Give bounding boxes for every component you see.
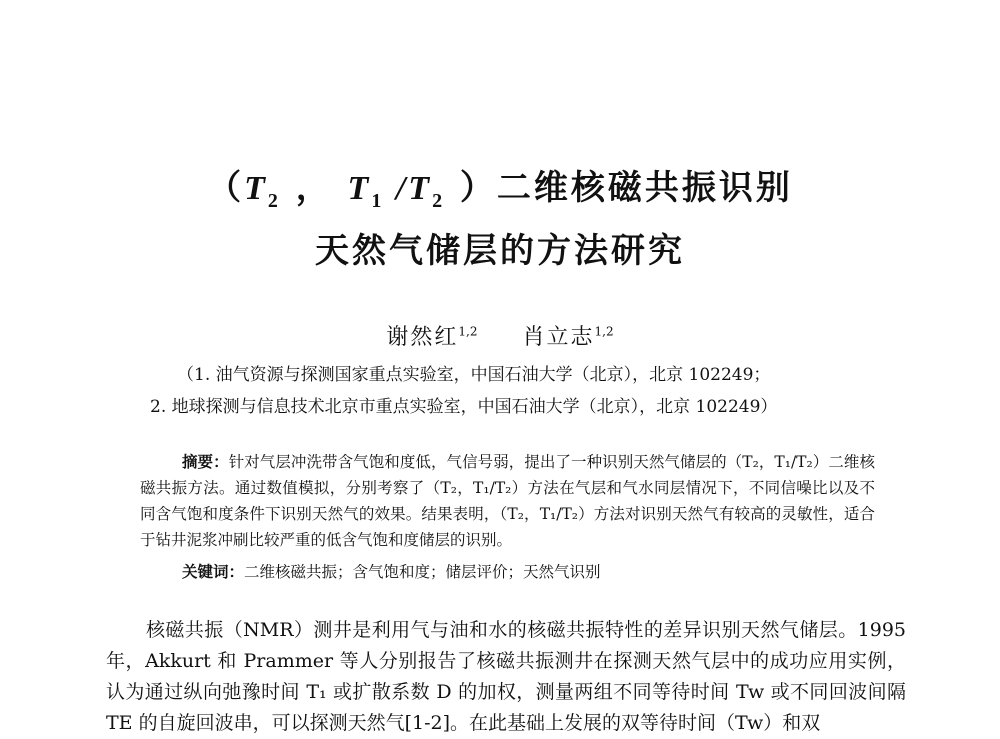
author-2-affil: 1,2 — [594, 324, 614, 339]
title-open-paren: （ — [207, 168, 245, 208]
title-slash: / — [384, 170, 409, 207]
keywords — [182, 560, 601, 582]
title-math-t2: $T_2$ — [244, 170, 281, 212]
body-text — [106, 615, 906, 739]
affiliation-1: （1. 油气资源与探测国家重点实验室，中国石油大学（北京），北京 102249； — [177, 365, 771, 385]
authors — [0, 320, 1000, 351]
abstract — [140, 449, 875, 553]
keywords-text: 二维核磁共振；含气饱和度；储层评价；天然气识别 — [244, 563, 601, 581]
title-rest: ）二维核磁共振识别 — [445, 168, 793, 208]
title-math-t1: $T_1$ — [347, 170, 385, 212]
author-1-affil: 1,2 — [458, 324, 478, 339]
abstract-text: 针对气层冲洗带含气饱和度低，气信号弱，提出了一种识别天然气储层的（T₂，T₁/T₂）二维核磁共振方法。通过数值模拟，分别考察了（T₂，T₁/T₂）方法在气层和气水同层情况下，不同信噪比以及不同含气饱和度条件下识别天然气的效果。结果表明，（T₂，T₁/T₂）方法对识别天然气有较高的灵敏性，适合于钻井泥浆冲刷比较严重的低含气饱和度储层的识别。 — [140, 453, 875, 549]
title-line-2: 天然气储层的方法研究 — [315, 231, 685, 271]
title-math-t2b: $T_2$ — [408, 170, 446, 212]
title-line-1 — [0, 160, 1000, 213]
title-comma: ， — [280, 168, 348, 208]
author-2: 肖立志 — [522, 325, 595, 350]
keywords-label: 关键词： — [182, 563, 245, 581]
abstract-label: 摘要： — [182, 453, 229, 471]
author-1: 谢然红 — [386, 325, 459, 350]
affiliation-2: 2. 地球探测与信息技术北京市重点实验室，中国石油大学（北京），北京 102249） — [150, 397, 778, 417]
body-paragraph: 核磁共振（NMR）测井是利用气与油和水的核磁共振特性的差异识别天然气储层。1995 年，Akkurt 和 Prammer 等人分别报告了核磁共振测井在探测天然气层中的成功应用实例，认为通过纵向弛豫时间 T₁ 或扩散系数 D 的加权，测量两组不同等待时间 Tw 或不同回波间隔 TE 的自旋回波串，可以探测天然气[1-2]。在此基础上发展的双等待时间（Tw）和双 — [106, 619, 906, 734]
